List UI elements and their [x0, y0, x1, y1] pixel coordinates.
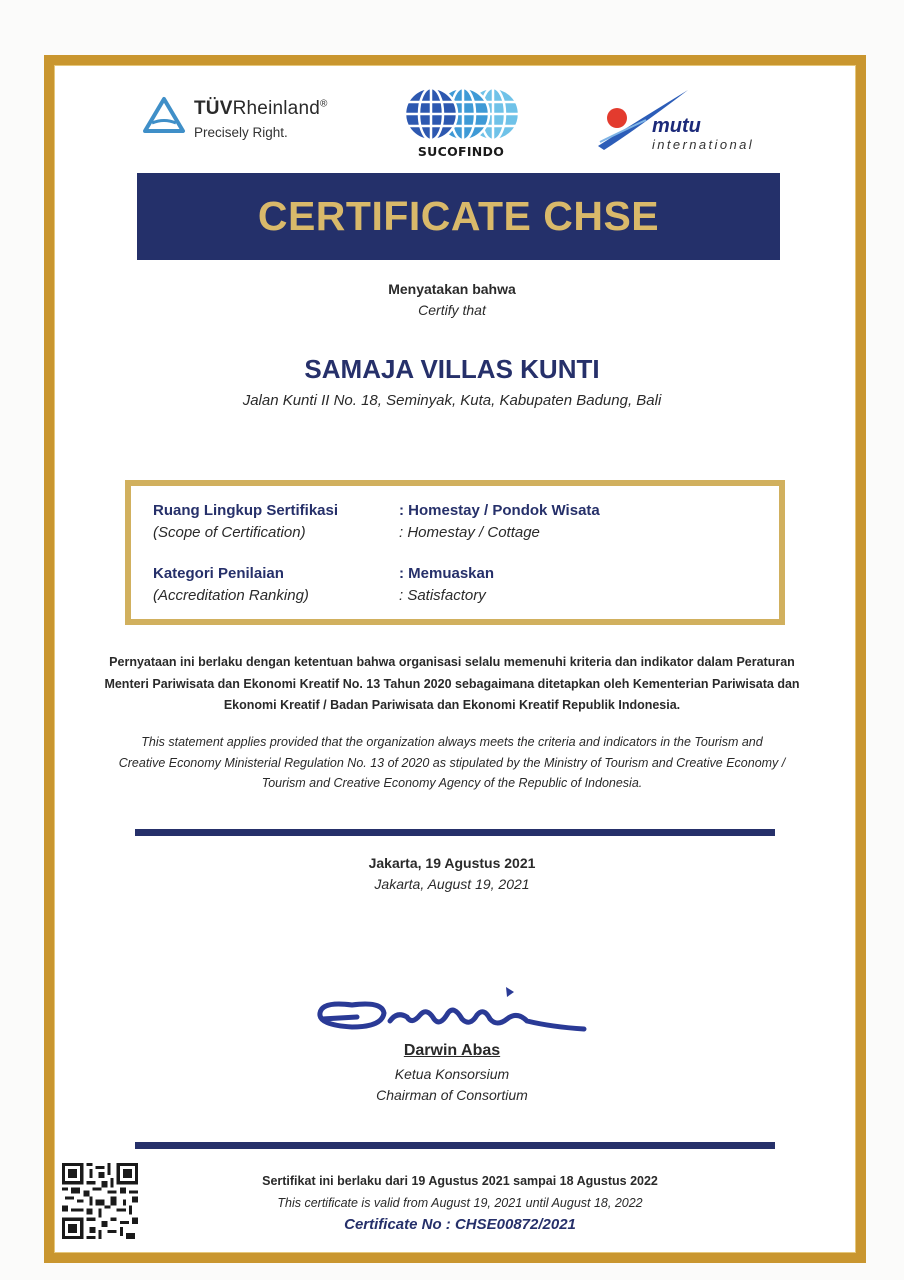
validity-en: This certificate is valid from August 19, 2021 until August 18, 2022 — [277, 1196, 643, 1210]
tuv-slogan: Precisely Right. — [194, 125, 288, 140]
ranking-label-id: Kategori Penilaian — [153, 565, 284, 582]
scope-label-en: (Scope of Certification) — [153, 524, 306, 541]
statement-en-line-2: Creative Economy Ministerial Regulation No. 13 of 2020 as stipulated by the Ministry of Tourism and Creative Economy / — [118, 756, 786, 770]
mutu-wordmark: mutu — [652, 115, 701, 137]
scope-value-en: : Homestay / Cottage — [399, 524, 540, 541]
ranking-value-id: : Memuaskan — [399, 565, 495, 582]
tuv-triangle-icon — [142, 96, 186, 136]
signatory-name: Darwin Abas — [403, 1042, 501, 1059]
globe-icon — [400, 86, 522, 142]
signature-icon — [312, 983, 597, 1043]
scope-label-id: Ruang Lingkup Sertifikasi — [153, 502, 339, 519]
tuv-rheinland-logo — [142, 92, 372, 152]
signatory-title-en: Chairman of Consortium — [376, 1087, 528, 1103]
ranking-value-en: : Satisfactory — [399, 587, 486, 604]
sucofindo-wordmark: SUCOFINDO — [417, 144, 505, 159]
statement-en-line-1: This statement applies provided that the organization always meets the criteria and indicators in the Tourism and — [141, 735, 763, 749]
recipient-address: Jalan Kunti II No. 18, Seminyak, Kuta, Kabupaten Badung, Bali — [242, 392, 662, 409]
certificate-number: Certificate No : CHSE00872/2021 — [344, 1216, 576, 1233]
issued-date-id: Jakarta, 19 Agustus 2021 — [368, 855, 536, 871]
statement-id-line-1: Pernyataan ini berlaku dengan ketentuan bahwa organisasi selalu memenuhi kriteria dan indikator dalam Peraturan — [109, 655, 795, 669]
recipient-name: SAMAJA VILLAS KUNTI — [304, 354, 600, 384]
issued-date-en: Jakarta, August 19, 2021 — [374, 876, 530, 892]
signatory-title-id: Ketua Konsorsium — [394, 1066, 510, 1082]
certification-details-box — [125, 480, 785, 625]
sucofindo-logo — [400, 86, 522, 158]
certificate-banner — [137, 173, 780, 260]
statement-en-line-3: Tourism and Creative Economy Agency of the Republic of Indonesia. — [261, 776, 643, 790]
divider-top — [135, 829, 775, 836]
tuv-brand: TÜVRheinland® — [194, 98, 328, 119]
scope-value-id: : Homestay / Pondok Wisata — [399, 502, 600, 519]
qr-code-icon[interactable] — [62, 1163, 138, 1239]
mutu-subtitle: international — [652, 137, 755, 152]
statement-id-line-3: Ekonomi Kreatif / Badan Pariwisata dan Ekonomi Kreatif Republik Indonesia. — [223, 698, 681, 712]
certificate-title: CERTIFICATE CHSE — [257, 193, 660, 239]
ranking-label-en: (Accreditation Ranking) — [153, 587, 309, 604]
statement-id-line-2: Menteri Pariwisata dan Ekonomi Kreatif No. 13 Tahun 2020 sebagaimana ditetapkan oleh Kementerian Pariwisata dan — [104, 677, 800, 691]
mutu-international-logo — [596, 88, 776, 158]
certify-label-id: Menyatakan bahwa — [388, 281, 516, 297]
divider-bottom — [135, 1142, 775, 1149]
validity-id: Sertifikat ini berlaku dari 19 Agustus 2021 sampai 18 Agustus 2022 — [262, 1174, 658, 1188]
certify-label-en: Certify that — [418, 302, 486, 318]
